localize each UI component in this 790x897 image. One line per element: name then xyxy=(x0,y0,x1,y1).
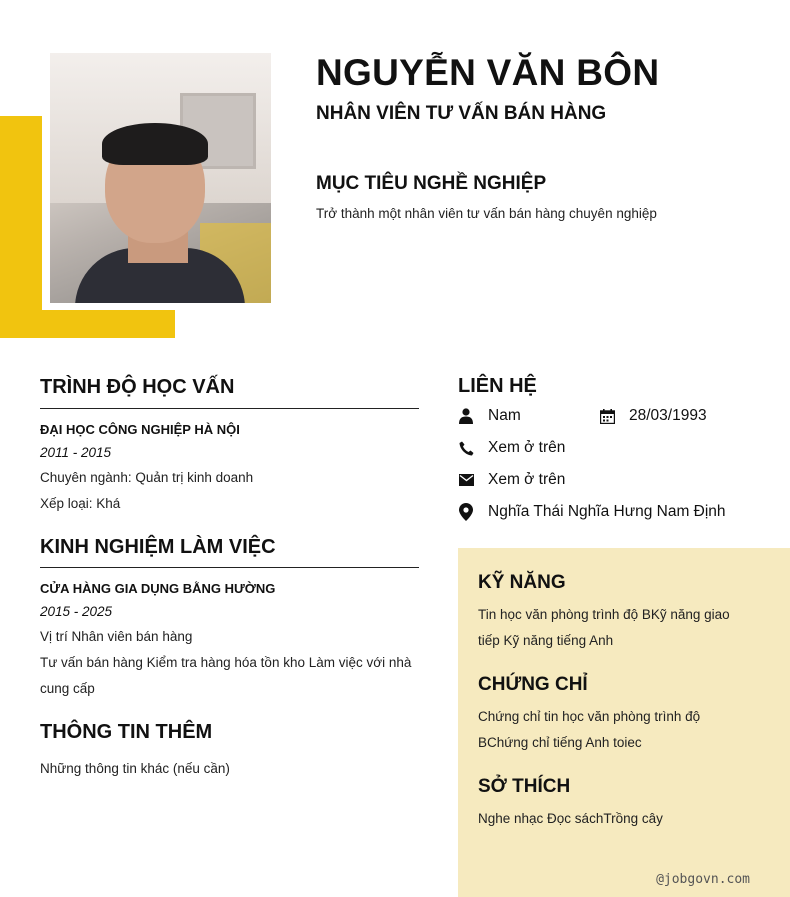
skills-heading: KỸ NĂNG xyxy=(478,572,566,593)
gender-value: Nam xyxy=(488,407,521,424)
certificates-text: Chứng chỉ tin học văn phòng trình độ BChứng chỉ tiếng Anh toiec xyxy=(478,709,701,750)
location-pin-icon xyxy=(458,504,474,520)
experience-divider xyxy=(40,567,419,568)
experience-role: Vị trí Nhân viên bán hàng xyxy=(40,629,193,644)
education-divider xyxy=(40,408,419,409)
extra-text: Những thông tin khác (nếu cần) xyxy=(40,761,230,776)
contact-address xyxy=(458,500,726,524)
hobbies-heading: SỞ THÍCH xyxy=(478,776,571,797)
education-years: 2011 - 2015 xyxy=(40,445,112,460)
experience-years: 2015 - 2025 xyxy=(40,604,113,619)
candidate-name: NGUYỄN VĂN BÔN xyxy=(316,52,660,93)
contact-email xyxy=(458,468,565,492)
email-value: Xem ở trên xyxy=(488,471,566,488)
contact-birthday xyxy=(599,404,707,428)
experience-company: CỬA HÀNG GIA DỤNG BẰNG HƯỜNG xyxy=(40,581,276,596)
calendar-icon xyxy=(599,408,615,424)
skills-panel xyxy=(458,548,790,897)
accent-block-vertical xyxy=(0,116,42,338)
envelope-icon xyxy=(458,472,474,488)
address-value: Nghĩa Thái Nghĩa Hưng Nam Định xyxy=(488,503,726,520)
extra-heading: THÔNG TIN THÊM xyxy=(40,721,213,743)
contact-gender xyxy=(458,404,521,428)
accent-block-horizontal xyxy=(0,310,175,338)
phone-value: Xem ở trên xyxy=(488,439,566,456)
person-icon xyxy=(458,408,474,424)
watermark: @jobgovn.com xyxy=(656,872,750,887)
education-grade: Xếp loại: Khá xyxy=(40,496,121,511)
certificates-heading: CHỨNG CHỈ xyxy=(478,674,588,695)
job-title: NHÂN VIÊN TƯ VẤN BÁN HÀNG xyxy=(316,103,607,124)
objective-text: Trở thành một nhân viên tư vấn bán hàng chuyên nghiệp xyxy=(316,206,657,221)
skills-text: Tin học văn phòng trình độ BKỹ năng giao tiếp Kỹ năng tiếng Anh xyxy=(478,607,730,648)
education-major: Chuyên ngành: Quản trị kinh doanh xyxy=(40,470,254,485)
objective-heading: MỤC TIÊU NGHỀ NGHIỆP xyxy=(316,173,547,194)
experience-duties: Tư vấn bán hàng Kiểm tra hàng hóa tồn kho Làm việc với nhà cung cấp xyxy=(40,655,412,696)
education-school: ĐẠI HỌC CÔNG NGHIỆP HÀ NỘI xyxy=(40,422,240,437)
education-heading: TRÌNH ĐỘ HỌC VẤN xyxy=(40,376,235,398)
contact-phone xyxy=(458,436,565,460)
profile-photo xyxy=(50,53,271,303)
hobbies-text: Nghe nhạc Đọc sáchTrồng cây xyxy=(478,811,663,826)
contact-heading: LIÊN HỆ xyxy=(458,375,537,397)
experience-heading: KINH NGHIỆM LÀM VIỆC xyxy=(40,536,276,558)
birthday-value: 28/03/1993 xyxy=(629,407,707,424)
phone-icon xyxy=(458,440,474,456)
